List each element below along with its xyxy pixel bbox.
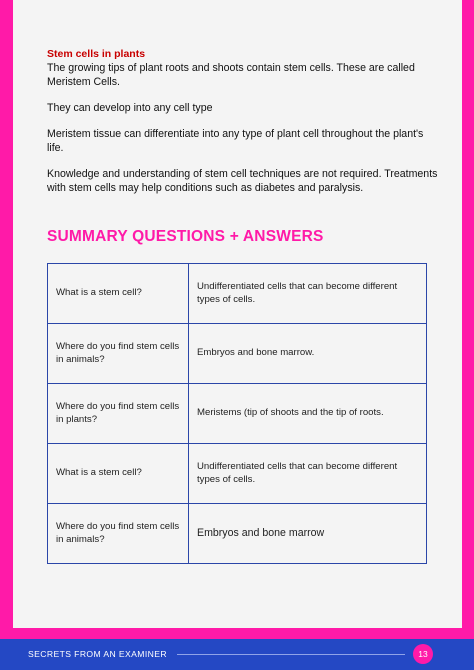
- summary-table: [47, 263, 427, 564]
- page-number-badge: 13: [413, 644, 433, 664]
- footer-title: SECRETS FROM AN EXAMINER: [28, 649, 168, 659]
- question-cell: What is a stem cell?: [48, 264, 189, 324]
- paragraph-meristem-intro: The growing tips of plant roots and shoots contain stem cells. These are called Meristem Cells.: [47, 62, 415, 88]
- question-cell: What is a stem cell?: [48, 444, 189, 504]
- table-row: [48, 384, 427, 444]
- question-cell: Where do you find stem cells in animals?: [48, 504, 189, 564]
- answer-cell: Undifferentiated cells that can become different types of cells.: [189, 264, 427, 324]
- table-row: [48, 264, 427, 324]
- answer-cell: Meristems (tip of shoots and the tip of roots.: [189, 384, 427, 444]
- question-cell: Where do you find stem cells in plants?: [48, 384, 189, 444]
- answer-cell: Embryos and bone marrow: [189, 504, 427, 564]
- table-row: [48, 324, 427, 384]
- table-row: [48, 444, 427, 504]
- paragraph-cell-type: They can develop into any cell type: [47, 102, 213, 114]
- section-title: Stem cells in plants: [47, 48, 146, 60]
- footer-divider: [177, 654, 405, 655]
- question-cell: Where do you find stem cells in animals?: [48, 324, 189, 384]
- footer-bar: [0, 639, 474, 670]
- summary-heading: SUMMARY QUESTIONS + ANSWERS: [47, 228, 324, 245]
- answer-cell: Embryos and bone marrow.: [189, 324, 427, 384]
- answer-cell: Undifferentiated cells that can become different types of cells.: [189, 444, 427, 504]
- paragraph-meristem-tissue: Meristem tissue can differentiate into any type of plant cell throughout the plant's life.: [47, 128, 424, 154]
- table-row: [48, 504, 427, 564]
- paragraph-knowledge: Knowledge and understanding of stem cell techniques are not required. Treatments with stem cells may help conditions such as diabetes and paralysis.: [47, 168, 438, 194]
- document-page: [13, 0, 462, 628]
